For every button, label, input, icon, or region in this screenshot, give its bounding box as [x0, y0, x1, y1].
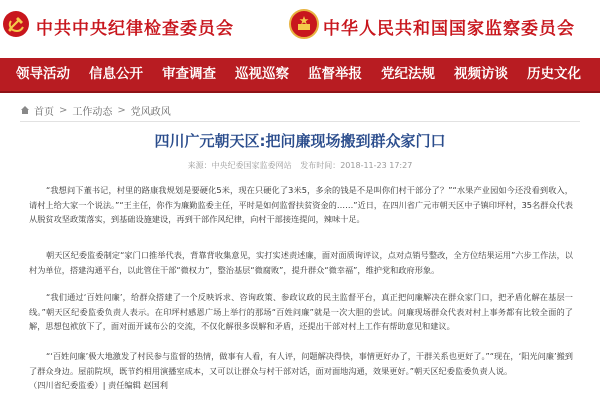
- article-title: 四川广元朝天区:把问廉现场搬到群众家门口: [154, 132, 446, 150]
- breadcrumb-party-conduct[interactable]: 党风政风: [130, 107, 171, 118]
- nav-inspection[interactable]: 巡视巡察: [235, 66, 289, 82]
- party-emblem-icon[interactable]: [3, 11, 29, 37]
- nav-reporting[interactable]: 监督举报: [308, 66, 362, 82]
- article-footer-source: （四川省纪委监委）| 责任编辑 赵国利: [29, 380, 168, 390]
- site-header: [0, 0, 600, 58]
- nav-leadership[interactable]: 领导活动: [16, 66, 70, 82]
- article-publish-time: 发布时间：2018-11-23 17:27: [300, 161, 413, 170]
- article-paragraph: 朝天区纪委监委制定“家门口推举代表，背靠背收集意见，实打实述责述廉，面对面质询评议，点对点销号整改，全方位结果运用”六步工作法，以村为单位，搭建沟通平台，以此管住干部“微权力”，整治基层“微腐败”，提升群众“微幸福”，维护党和政府形象。: [29, 250, 573, 275]
- nsc-title[interactable]: 中华人民共和国国家监察委员会: [323, 19, 575, 39]
- breadcrumb-separator: >: [59, 105, 68, 116]
- main-nav: [0, 58, 600, 93]
- nav-investigation[interactable]: 审查调查: [162, 66, 216, 82]
- article-paragraph: “我们通过‘百姓问廉’，给群众搭建了一个反映诉求、咨询政策、参政议政的民主监督平台，真正把问廉解决在群众家门口，把矛盾化解在基层一线。”朝天区纪委监委负责人表示。在印坪村感恩广场上举行的那场“百姓问廉”就是一次大胆的尝试。问廉现场群众代表对村上事务都有比较全面的了解，思想包袱放下了，面对面开诚布公的交流，不仅化解很多误解和矛盾，还提出干部对村上工作有帮助意见和建议。: [29, 292, 573, 331]
- breadcrumb-separator: >: [117, 105, 126, 116]
- nav-info-disclosure[interactable]: 信息公开: [89, 66, 143, 82]
- article-paragraph: “我想问下董书记，村里的路康我规划是要硬化5米，现在只硬化了3米5，多余的钱是不是叫你们村干部分了？”“水果产业园如今还没看到收入，请村上给大家一个说法。”“王主任，你作为廉勤监委主任，平时是如何监督扶贫资金的……”近日，在四川省广元市朝天区中子镇印坪村，35名群众代表从脱贫攻坚政策落实，到基础设施建设，再到干部作风纪律，向村干部接连提问，辣味十足。: [29, 185, 573, 224]
- breadcrumb: [20, 103, 171, 119]
- breadcrumb-work-news[interactable]: 工作动态: [72, 107, 113, 118]
- nav-regulations[interactable]: 党纪法规: [381, 66, 435, 82]
- cpc-ccdi-title[interactable]: 中共中央纪律检查委员会: [36, 19, 234, 39]
- content-divider: [20, 121, 580, 122]
- home-icon: [20, 105, 30, 115]
- article-paragraph: “‘百姓问廉’极大地激发了村民参与监督的热情，做事有人看，有人评，问题解决得快，事情更好办了，干群关系也更好了。”“现在，‘阳光问廉’搬到了群众身边。屋前院坝，既节约相用演播室成本，又可以让群众与村干部对话，面对面地沟通，效果更好。”朝天区纪委监委负责人说。: [29, 351, 573, 376]
- article-source: 来源：中央纪委国家监委网站: [187, 161, 292, 170]
- nav-history[interactable]: 历史文化: [527, 66, 581, 82]
- breadcrumb-home[interactable]: 首页: [34, 107, 54, 118]
- national-emblem-icon[interactable]: [289, 9, 319, 39]
- nav-video[interactable]: 视频访谈: [454, 66, 508, 82]
- article-meta: [0, 160, 600, 171]
